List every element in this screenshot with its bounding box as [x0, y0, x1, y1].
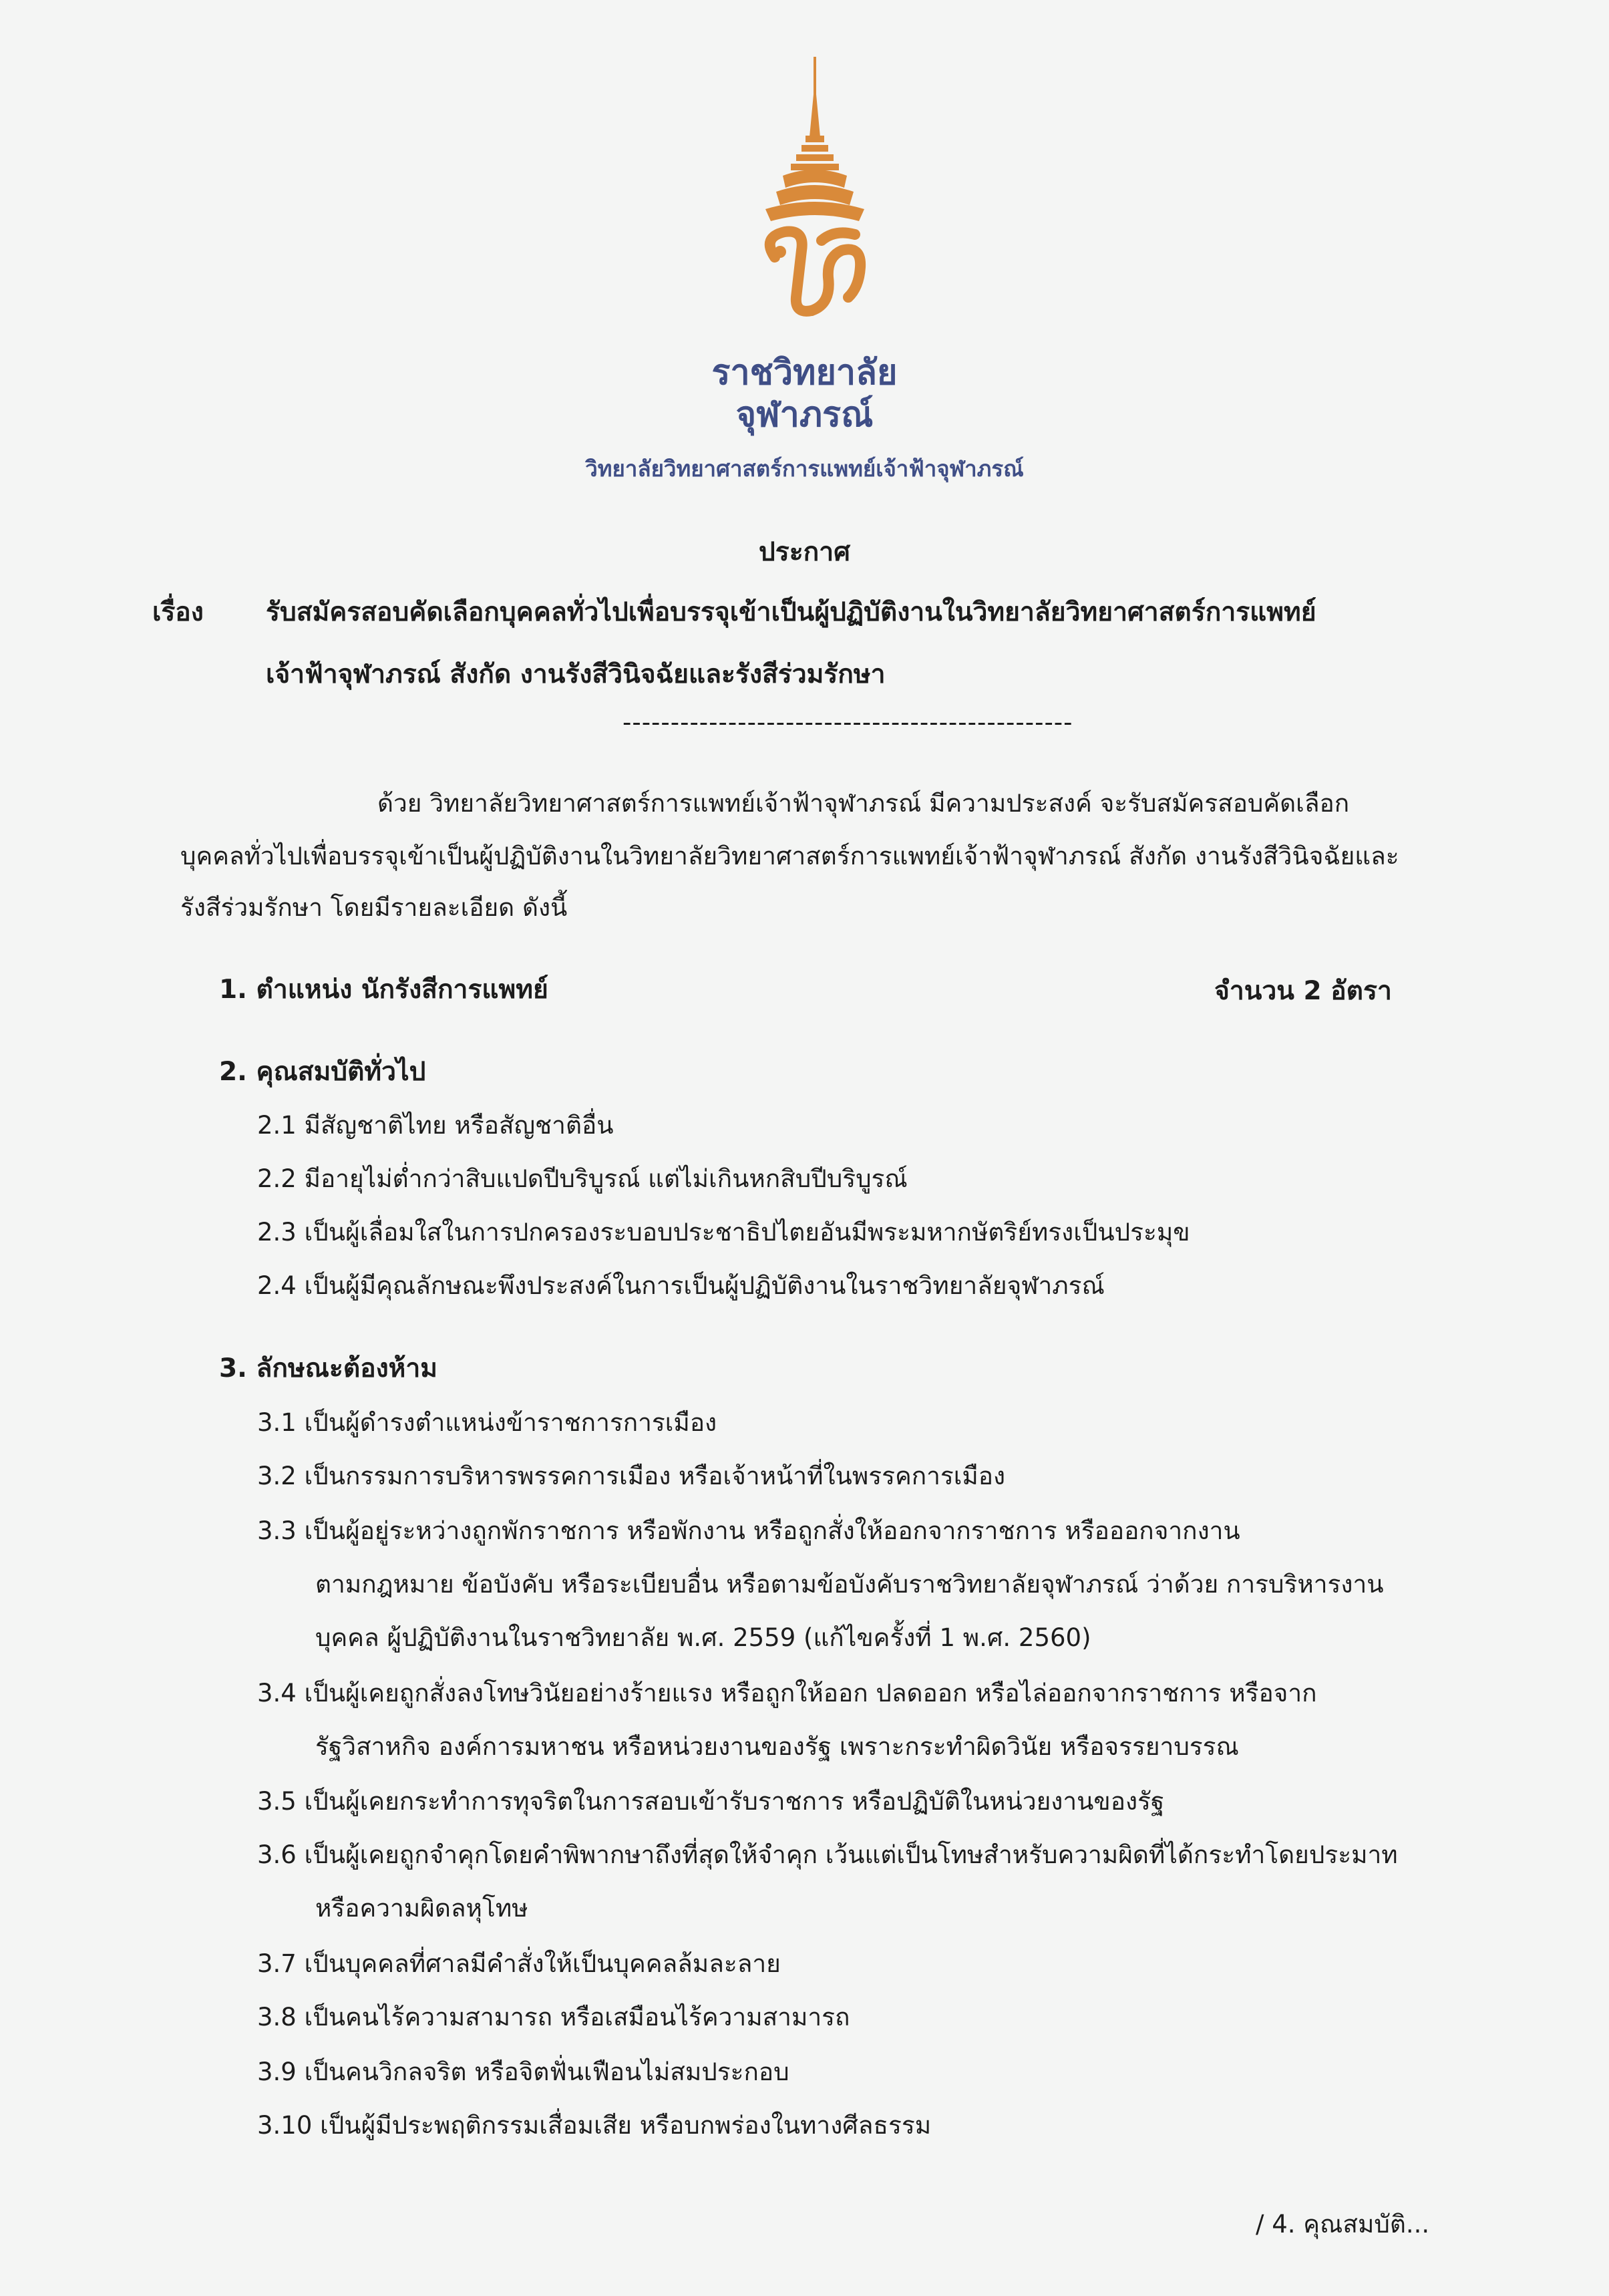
list-item: 3.7 เป็นบุคคลที่ศาลมีคำสั่งให้เป็นบุคคลล้มละลาย [257, 1949, 781, 1978]
list-item: 3.1 เป็นผู้ดำรงตำแหน่งข้าราชการการเมือง [257, 1408, 717, 1437]
title-divider: ----------------------------------------------- [622, 708, 1073, 737]
announcement-title: ประกาศ [759, 537, 850, 567]
list-item: 3.3 เป็นผู้อยู่ระหว่างถูกพักราชการ หรือพักงาน หรือถูกสั่งให้ออกจากราชการ หรือออกจากงาน [257, 1516, 1240, 1545]
intro-line-2: บุคคลทั่วไปเพื่อบรรจุเข้าเป็นผู้ปฏิบัติงานในวิทยาลัยวิทยาศาสตร์การแพทย์เจ้าฟ้าจุฬาภรณ์ สังกัด งานรังสีวินิจฉัยและ [180, 842, 1399, 870]
list-item: 2.2 มีอายุไม่ต่ำกว่าสิบแปดปีบริบูรณ์ แต่ไม่เกินหกสิบปีบริบูรณ์ [257, 1164, 908, 1193]
list-item: 3.9 เป็นคนวิกลจริต หรือจิตฟั่นเฟือนไม่สมประกอบ [257, 2058, 789, 2086]
list-item: 3.4 เป็นผู้เคยถูกสั่งลงโทษวินัยอย่างร้ายแรง หรือถูกให้ออก ปลดออก หรือไล่ออกจากราชการ หรือจาก [257, 1679, 1317, 1707]
college-emblem-logo [748, 57, 882, 337]
emblem-graphic [748, 57, 882, 337]
list-item: 3.8 เป็นคนไร้ความสามารถ หรือเสมือนไร้ความสามารถ [257, 2003, 850, 2031]
section2-heading: 2. คุณสมบัติทั่วไป [219, 1057, 426, 1087]
section1-position-count: จำนวน 2 อัตรา [1214, 976, 1392, 1006]
list-item: 2.3 เป็นผู้เลื่อมใสในการปกครองระบอบประชาธิปไตยอันมีพระมหากษัตริย์ทรงเป็นประมุข [257, 1218, 1190, 1247]
list-item-continuation: ตามกฎหมาย ข้อบังคับ หรือระเบียบอื่น หรือตามข้อบังคับราชวิทยาลัยจุฬาภรณ์ ว่าด้วย การบริหารงาน [315, 1570, 1384, 1599]
org-name-line1: ราชวิทยาลัย [711, 353, 898, 393]
list-item: 3.6 เป็นผู้เคยถูกจำคุกโดยคำพิพากษาถึงที่สุดให้จำคุก เว้นแต่เป็นโทษสำหรับความผิดที่ได้กระทำโดยประมาท [257, 1840, 1398, 1869]
list-item: 3.10 เป็นผู้มีประพฤติกรรมเสื่อมเสีย หรือบกพร่องในทางศีลธรรม [257, 2111, 932, 2140]
list-item: 3.2 เป็นกรรมการบริหารพรรคการเมือง หรือเจ้าหน้าที่ในพรรคการเมือง [257, 1462, 1006, 1490]
subject-label: เรื่อง [152, 597, 204, 627]
intro-line-1: ด้วย วิทยาลัยวิทยาศาสตร์การแพทย์เจ้าฟ้าจุฬาภรณ์ มีความประสงค์ จะรับสมัครสอบคัดเลือก [377, 789, 1350, 818]
org-subtitle: วิทยาลัยวิทยาศาสตร์การแพทย์เจ้าฟ้าจุฬาภรณ์ [585, 456, 1024, 482]
page-continuation-note: / 4. คุณสมบัติ... [1256, 2210, 1430, 2239]
subject-line-1: รับสมัครสอบคัดเลือกบุคคลทั่วไปเพื่อบรรจุเข้าเป็นผู้ปฏิบัติงานในวิทยาลัยวิทยาศาสตร์การแพทย์ [266, 597, 1316, 627]
intro-line-3: รังสีร่วมรักษา โดยมีรายละเอียด ดังนี้ [180, 893, 568, 922]
org-name-line2: จุฬาภรณ์ [735, 395, 874, 435]
list-item-continuation: บุคคล ผู้ปฏิบัติงานในราชวิทยาลัย พ.ศ. 2559 (แก้ไขครั้งที่ 1 พ.ศ. 2560) [315, 1623, 1091, 1652]
list-item: 3.5 เป็นผู้เคยกระทำการทุจริตในการสอบเข้ารับราชการ หรือปฏิบัติในหน่วยงานของรัฐ [257, 1787, 1165, 1816]
section3-heading: 3. ลักษณะต้องห้าม [219, 1353, 437, 1383]
section1-heading: 1. ตำแหน่ง นักรังสีการแพทย์ [219, 975, 548, 1005]
list-item: 2.1 มีสัญชาติไทย หรือสัญชาติอื่น [257, 1111, 614, 1140]
list-item-continuation: รัฐวิสาหกิจ องค์การมหาชน หรือหน่วยงานของรัฐ เพราะกระทำผิดวินัย หรือจรรยาบรรณ [315, 1732, 1239, 1761]
list-item-continuation: หรือความผิดลหุโทษ [315, 1894, 528, 1923]
subject-line-2: เจ้าฟ้าจุฬาภรณ์ สังกัด งานรังสีวินิจฉัยและรังสีร่วมรักษา [266, 659, 886, 689]
list-item: 2.4 เป็นผู้มีคุณลักษณะพึงประสงค์ในการเป็นผู้ปฏิบัติงานในราชวิทยาลัยจุฬาภรณ์ [257, 1271, 1105, 1300]
